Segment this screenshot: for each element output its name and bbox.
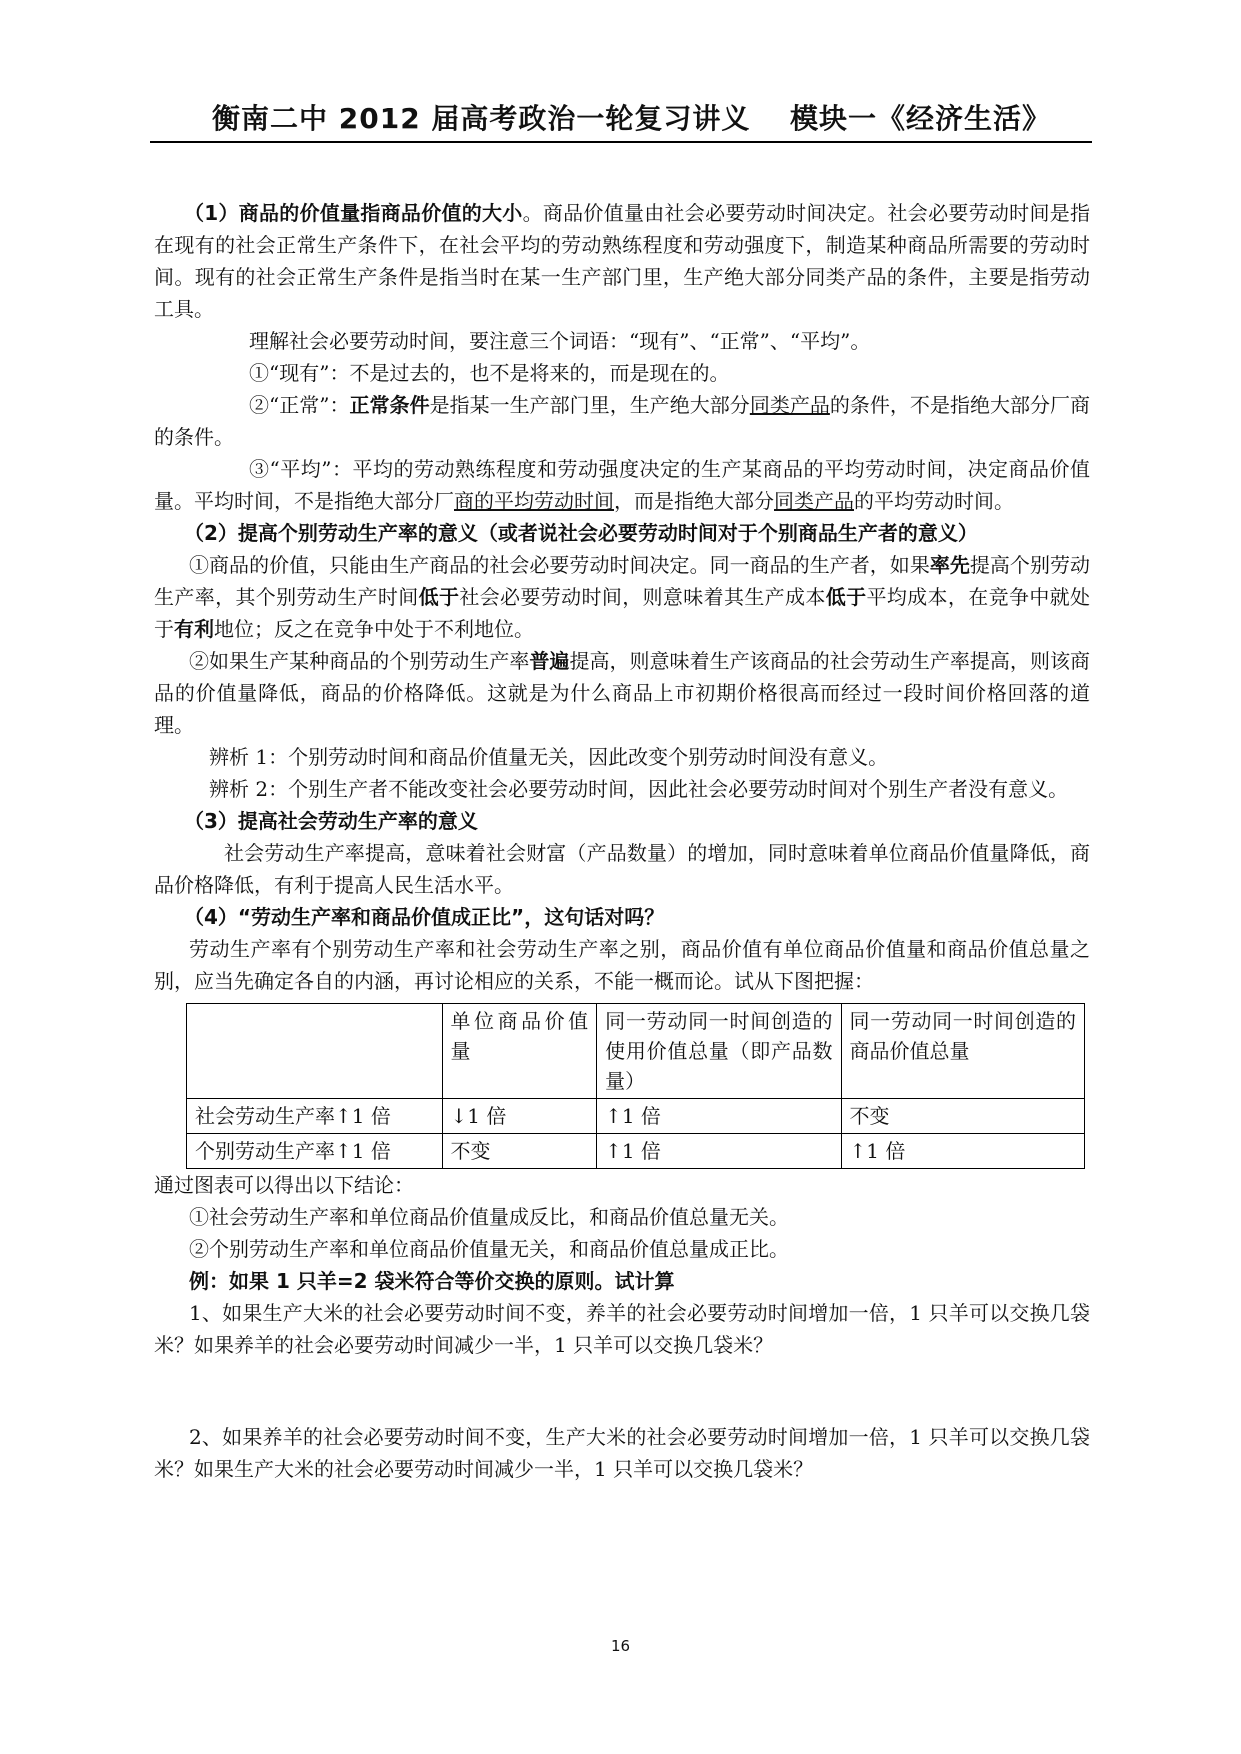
section-3-text: 社会劳动生产率提高，意味着社会财富（产品数量）的增加，同时意味着单位商品价值量降低，商品价格降低，有利于提高人民生活水平。 — [154, 841, 1090, 897]
point-average: ③“平均”：平均的劳动熟练程度和劳动强度决定的生产某商品的平均劳动时间，决定商品价值量。平均时间，不是指绝大部分厂商的平均劳动时间，而是指绝大部分同类产品的平均劳动时间。 — [154, 457, 1090, 513]
table-header-cell: 同一劳动同一时间创造的商品价值总量 — [841, 1004, 1084, 1099]
section-4-text: 劳动生产率有个别劳动生产率和社会劳动生产率之别，商品价值有单位商品价值量和商品价值总量之别，应当先确定各自的内涵，再讨论相应的关系，不能一概而论。试从下图把握： — [154, 937, 1090, 993]
understand-note: 理解社会必要劳动时间，要注意三个词语：“现有”、“正常”、“平均”。 — [249, 329, 871, 353]
table-cell: ↑1 倍 — [597, 1099, 841, 1134]
conclusion-2: ②个别劳动生产率和单位商品价值量无关，和商品价值总量成正比。 — [189, 1237, 789, 1261]
example-question-2: 2、如果养羊的社会必要劳动时间不变，生产大米的社会必要劳动时间增加一倍，1 只羊可以交换几袋米？如果生产大米的社会必要劳动时间减少一半，1 只羊可以交换几袋米？ — [154, 1425, 1090, 1481]
table-cell: ↓1 倍 — [442, 1099, 597, 1134]
section-3-title: （3）提高社会劳动生产率的意义 — [184, 809, 478, 833]
point-current: ①“现有”：不是过去的，也不是将来的，而是现在的。 — [249, 361, 730, 385]
conclusion-intro: 通过图表可以得出以下结论： — [154, 1173, 414, 1197]
table-cell: 个别劳动生产率↑1 倍 — [187, 1134, 443, 1169]
table-header-cell: 单位商品价值量 — [442, 1004, 597, 1099]
page-number: 16 — [610, 1637, 631, 1655]
table-row — [187, 1099, 1085, 1134]
main-content — [154, 197, 1090, 1485]
conclusion-1: ①社会劳动生产率和单位商品价值量成反比，和商品价值总量无关。 — [189, 1205, 789, 1229]
section-1-intro — [154, 197, 1090, 325]
example-question-1: 1、如果生产大米的社会必要劳动时间不变，养羊的社会必要劳动时间增加一倍，1 只羊可以交换几袋米？如果养羊的社会必要劳动时间减少一半，1 只羊可以交换几袋米？ — [154, 1301, 1090, 1357]
point-normal: ②“正常”：正常条件是指某一生产部门里，生产绝大部分同类产品的条件，不是指绝大部分厂商的条件。 — [154, 393, 1091, 449]
header-title: 衡南二中 2012 届高考政治一轮复习讲义 — [212, 102, 751, 135]
section-2-point-2: ②如果生产某种商品的个别劳动生产率普遍提高，则意味着生产该商品的社会劳动生产率提高，则该商品的价值量降低，商品的价格降低。这就是为什么商品上市初期价格很高而经过一段时间价格回落的道理。 — [154, 649, 1091, 737]
example-title: 例：如果 1 只羊=2 袋米符合等价交换的原则。试计算 — [189, 1269, 675, 1293]
answer-space — [154, 1361, 1090, 1421]
table-cell: ↑1 倍 — [841, 1134, 1084, 1169]
section-1-title: （1）商品的价值量指商品价值的大小 — [184, 201, 523, 225]
section-2-title: （2）提高个别劳动生产率的意义（或者说社会必要劳动时间对于个别商品生产者的意义） — [184, 521, 978, 545]
table-header-cell: 同一劳动同一时间创造的使用价值总量（即产品数量） — [597, 1004, 841, 1099]
table-cell: 不变 — [841, 1099, 1084, 1134]
header-module: 模块一《经济生活》 — [790, 102, 1052, 135]
section-1-text: 。商品价值量由社会必要劳动时间决定。社会必要劳动时间是指在现有的社会正常生产条件下，在社会平均的劳动熟练程度和劳动强度下，制造某种商品所需要的劳动时间。现有的社会正常生产条件是指当时在某一生产部门里，生产绝大部分同类产品的条件，主要是指劳动工具。 — [154, 201, 1091, 321]
section-2-point-1: ①商品的价值，只能由生产商品的社会必要劳动时间决定。同一商品的生产者，如果率先提高个别劳动生产率，其个别劳动生产时间低于社会必要劳动时间，则意味着其生产成本低于平均成本，在竞争中就处于有利地位；反之在竞争中处于不利地位。 — [154, 553, 1091, 641]
productivity-table — [186, 1003, 1085, 1169]
table-cell: 社会劳动生产率↑1 倍 — [187, 1099, 443, 1134]
page-header — [150, 102, 1092, 143]
table-header-row — [187, 1004, 1085, 1099]
table-cell: ↑1 倍 — [597, 1134, 841, 1169]
analysis-2: 辨析 2：个别生产者不能改变社会必要劳动时间，因此社会必要劳动时间对个别生产者没有意义。 — [209, 777, 1069, 801]
table-row — [187, 1134, 1085, 1169]
section-4-title: （4）“劳动生产率和商品价值成正比”，这句话对吗？ — [184, 905, 665, 929]
analysis-1: 辨析 1：个别劳动时间和商品价值量无关，因此改变个别劳动时间没有意义。 — [209, 745, 889, 769]
table-header-cell — [187, 1004, 443, 1099]
table-cell: 不变 — [442, 1134, 597, 1169]
